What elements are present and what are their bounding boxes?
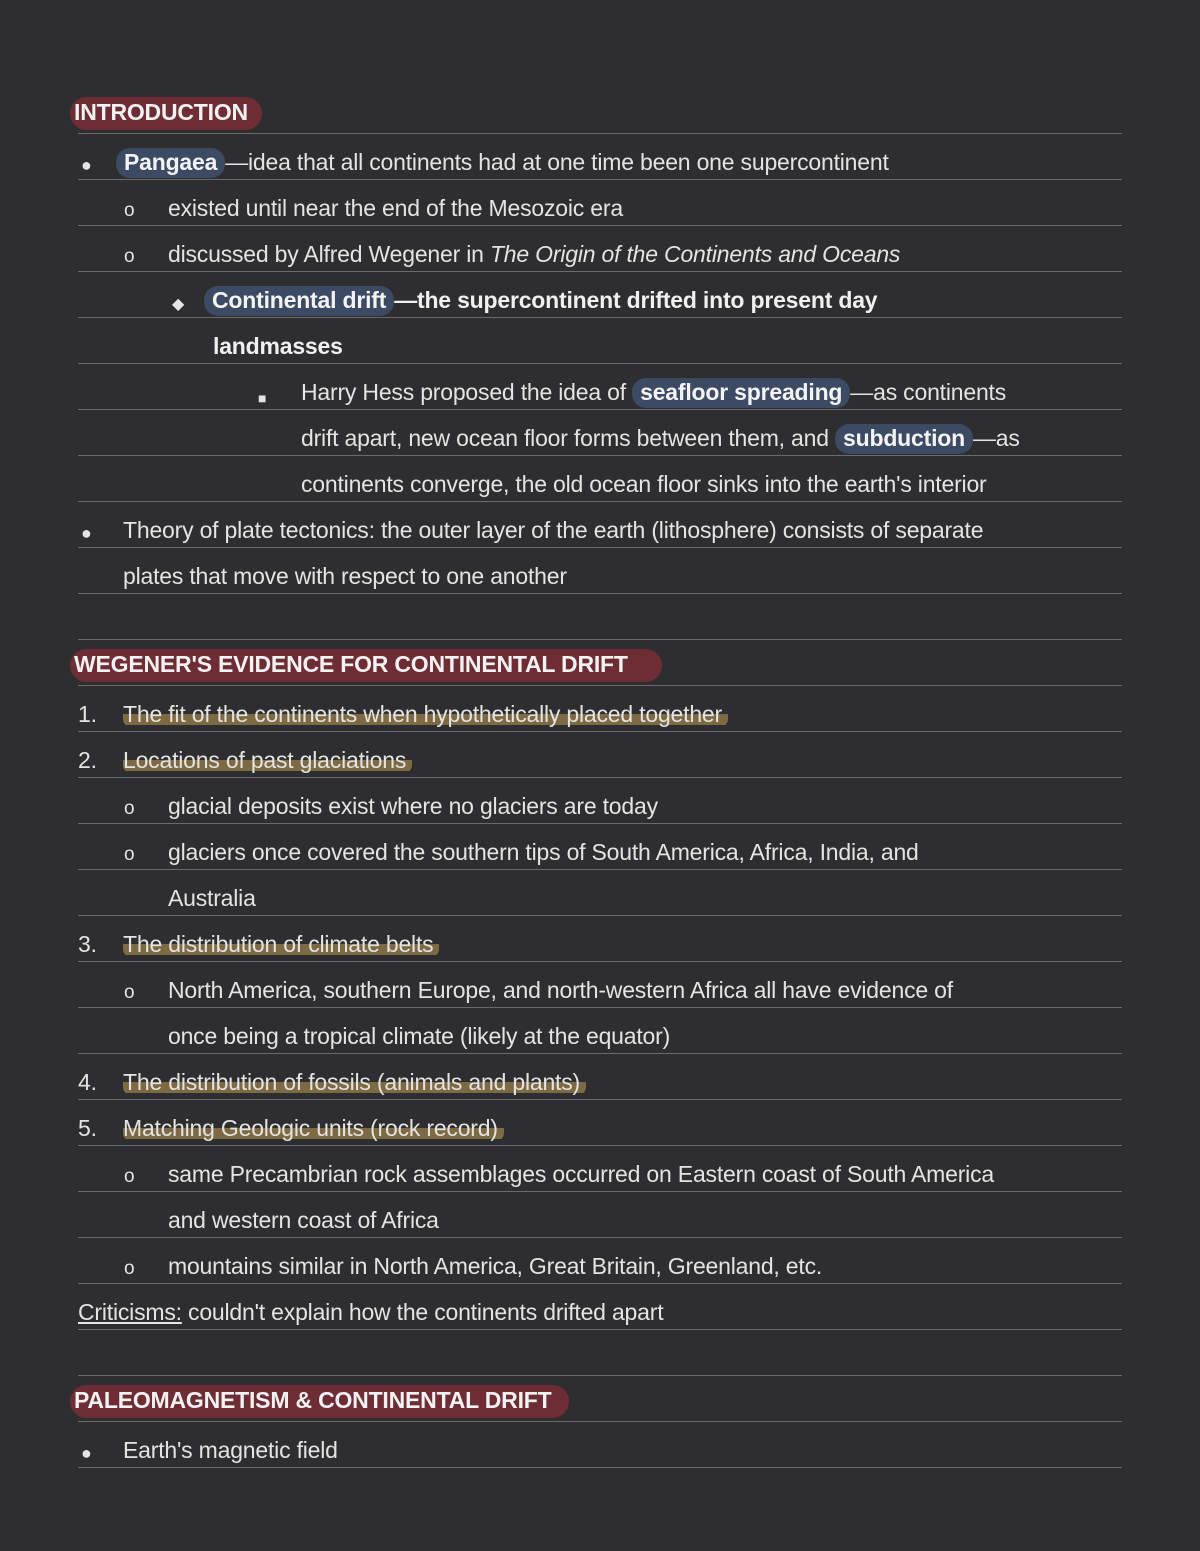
ruled-line [78, 778, 1122, 824]
list-item: glacial deposits exist where no glaciers are today [168, 793, 658, 819]
list-item: mountains similar in North America, Great Britain, Greenland, etc. [168, 1253, 823, 1279]
section-heading-introduction: INTRODUCTION [70, 97, 262, 130]
list-item-cont: Australia [168, 885, 256, 911]
evidence-item: Locations of past glaciations [123, 747, 412, 773]
hess-text-2-suffix: —as [972, 425, 1020, 451]
plate-tectonics-text-cont: plates that move with respect to one another [123, 563, 567, 589]
ruled-line [78, 180, 1122, 226]
ruled-line [78, 1192, 1122, 1238]
list-number: 1. [78, 701, 97, 727]
ruled-line [78, 226, 1122, 272]
bullet-disc-icon: ● [81, 1443, 92, 1463]
section-heading-paleomagnetism: PALEOMAGNETISM & CONTINENTAL DRIFT [70, 1385, 569, 1418]
ruled-line [78, 824, 1122, 870]
bullet-circle-icon: o [124, 1166, 135, 1187]
term-seafloor-spreading: seafloor spreading [632, 378, 850, 408]
ruled-line [78, 456, 1122, 502]
ruled-line [74, 88, 1122, 134]
bullet-circle-icon: o [124, 798, 135, 819]
ruled-line [78, 1008, 1122, 1054]
ruled-line [78, 1284, 1122, 1330]
list-number: 5. [78, 1115, 97, 1141]
drift-definition-cont: landmasses [213, 333, 343, 359]
ruled-line [78, 272, 1122, 318]
list-number: 3. [78, 931, 97, 957]
criticisms-text: couldn't explain how the continents drifted apart [181, 1299, 664, 1325]
ruled-line [78, 364, 1122, 410]
book-title: The Origin of the Continents and Oceans [489, 241, 901, 267]
bullet-disc-icon: ● [81, 523, 92, 543]
list-item: Earth's magnetic field [123, 1437, 338, 1463]
ruled-line [78, 962, 1122, 1008]
bullet-circle-icon: o [124, 1258, 135, 1279]
term-subduction: subduction [835, 424, 973, 454]
evidence-item: The distribution of fossils (animals and plants) [123, 1069, 586, 1095]
hess-text-2: drift apart, new ocean floor forms between them, and [301, 425, 836, 451]
ruled-line [78, 410, 1122, 456]
bullet-disc-icon: ● [81, 155, 92, 175]
bullet-circle-icon: o [124, 982, 135, 1003]
bullet-circle-icon: o [124, 200, 135, 221]
ruled-line [78, 594, 1122, 640]
ruled-line [74, 1376, 1122, 1422]
evidence-item: The distribution of climate belts [123, 931, 439, 957]
ruled-line [78, 318, 1122, 364]
ruled-line [78, 732, 1122, 778]
list-item-cont: once being a tropical climate (likely at the equator) [168, 1023, 671, 1049]
evidence-item: The fit of the continents when hypothetically placed together [123, 701, 728, 727]
section-heading-wegener: WEGENER'S EVIDENCE FOR CONTINENTAL DRIFT [70, 649, 662, 682]
ruled-line [78, 1054, 1122, 1100]
bullet-square-icon: ■ [258, 390, 267, 406]
drift-definition: —the supercontinent drifted into present day [394, 287, 878, 313]
ruled-line [78, 870, 1122, 916]
ruled-line [78, 1100, 1122, 1146]
list-item: North America, southern Europe, and north-western Africa all have evidence of [168, 977, 953, 1003]
hess-text-3: continents converge, the old ocean floor sinks into the earth's interior [301, 471, 987, 497]
evidence-item: Matching Geologic units (rock record) [123, 1115, 504, 1141]
pangaea-definition: —idea that all continents had at one time been one supercontinent [225, 149, 889, 175]
list-item: existed until near the end of the Mesozoic era [168, 195, 623, 221]
ruled-line [78, 686, 1122, 732]
list-number: 4. [78, 1069, 97, 1095]
ruled-line [78, 1238, 1122, 1284]
ruled-line [78, 916, 1122, 962]
term-continental-drift: Continental drift [204, 286, 394, 316]
ruled-line [78, 1422, 1122, 1468]
ruled-line [78, 134, 1122, 180]
list-item-cont: and western coast of Africa [168, 1207, 439, 1233]
ruled-line [78, 548, 1122, 594]
discussed-text: discussed by Alfred Wegener in [168, 241, 490, 267]
list-item: same Precambrian rock assemblages occurred on Eastern coast of South America [168, 1161, 994, 1187]
plate-tectonics-text: Theory of plate tectonics: the outer layer of the earth (lithosphere) consists of separate [123, 517, 984, 543]
list-item: glaciers once covered the southern tips of South America, Africa, India, and [168, 839, 919, 865]
ruled-line [78, 1146, 1122, 1192]
criticisms-label: Criticisms: [78, 1299, 182, 1325]
bullet-circle-icon: o [124, 844, 135, 865]
hess-text: Harry Hess proposed the idea of [301, 379, 633, 405]
term-pangaea: Pangaea [116, 148, 225, 178]
bullet-diamond-icon: ◆ [172, 296, 185, 313]
ruled-line [78, 1330, 1122, 1376]
ruled-line [74, 640, 1122, 686]
list-number: 2. [78, 747, 97, 773]
ruled-line [78, 502, 1122, 548]
hess-text-suffix: —as continents [850, 379, 1007, 405]
bullet-circle-icon: o [124, 246, 135, 267]
